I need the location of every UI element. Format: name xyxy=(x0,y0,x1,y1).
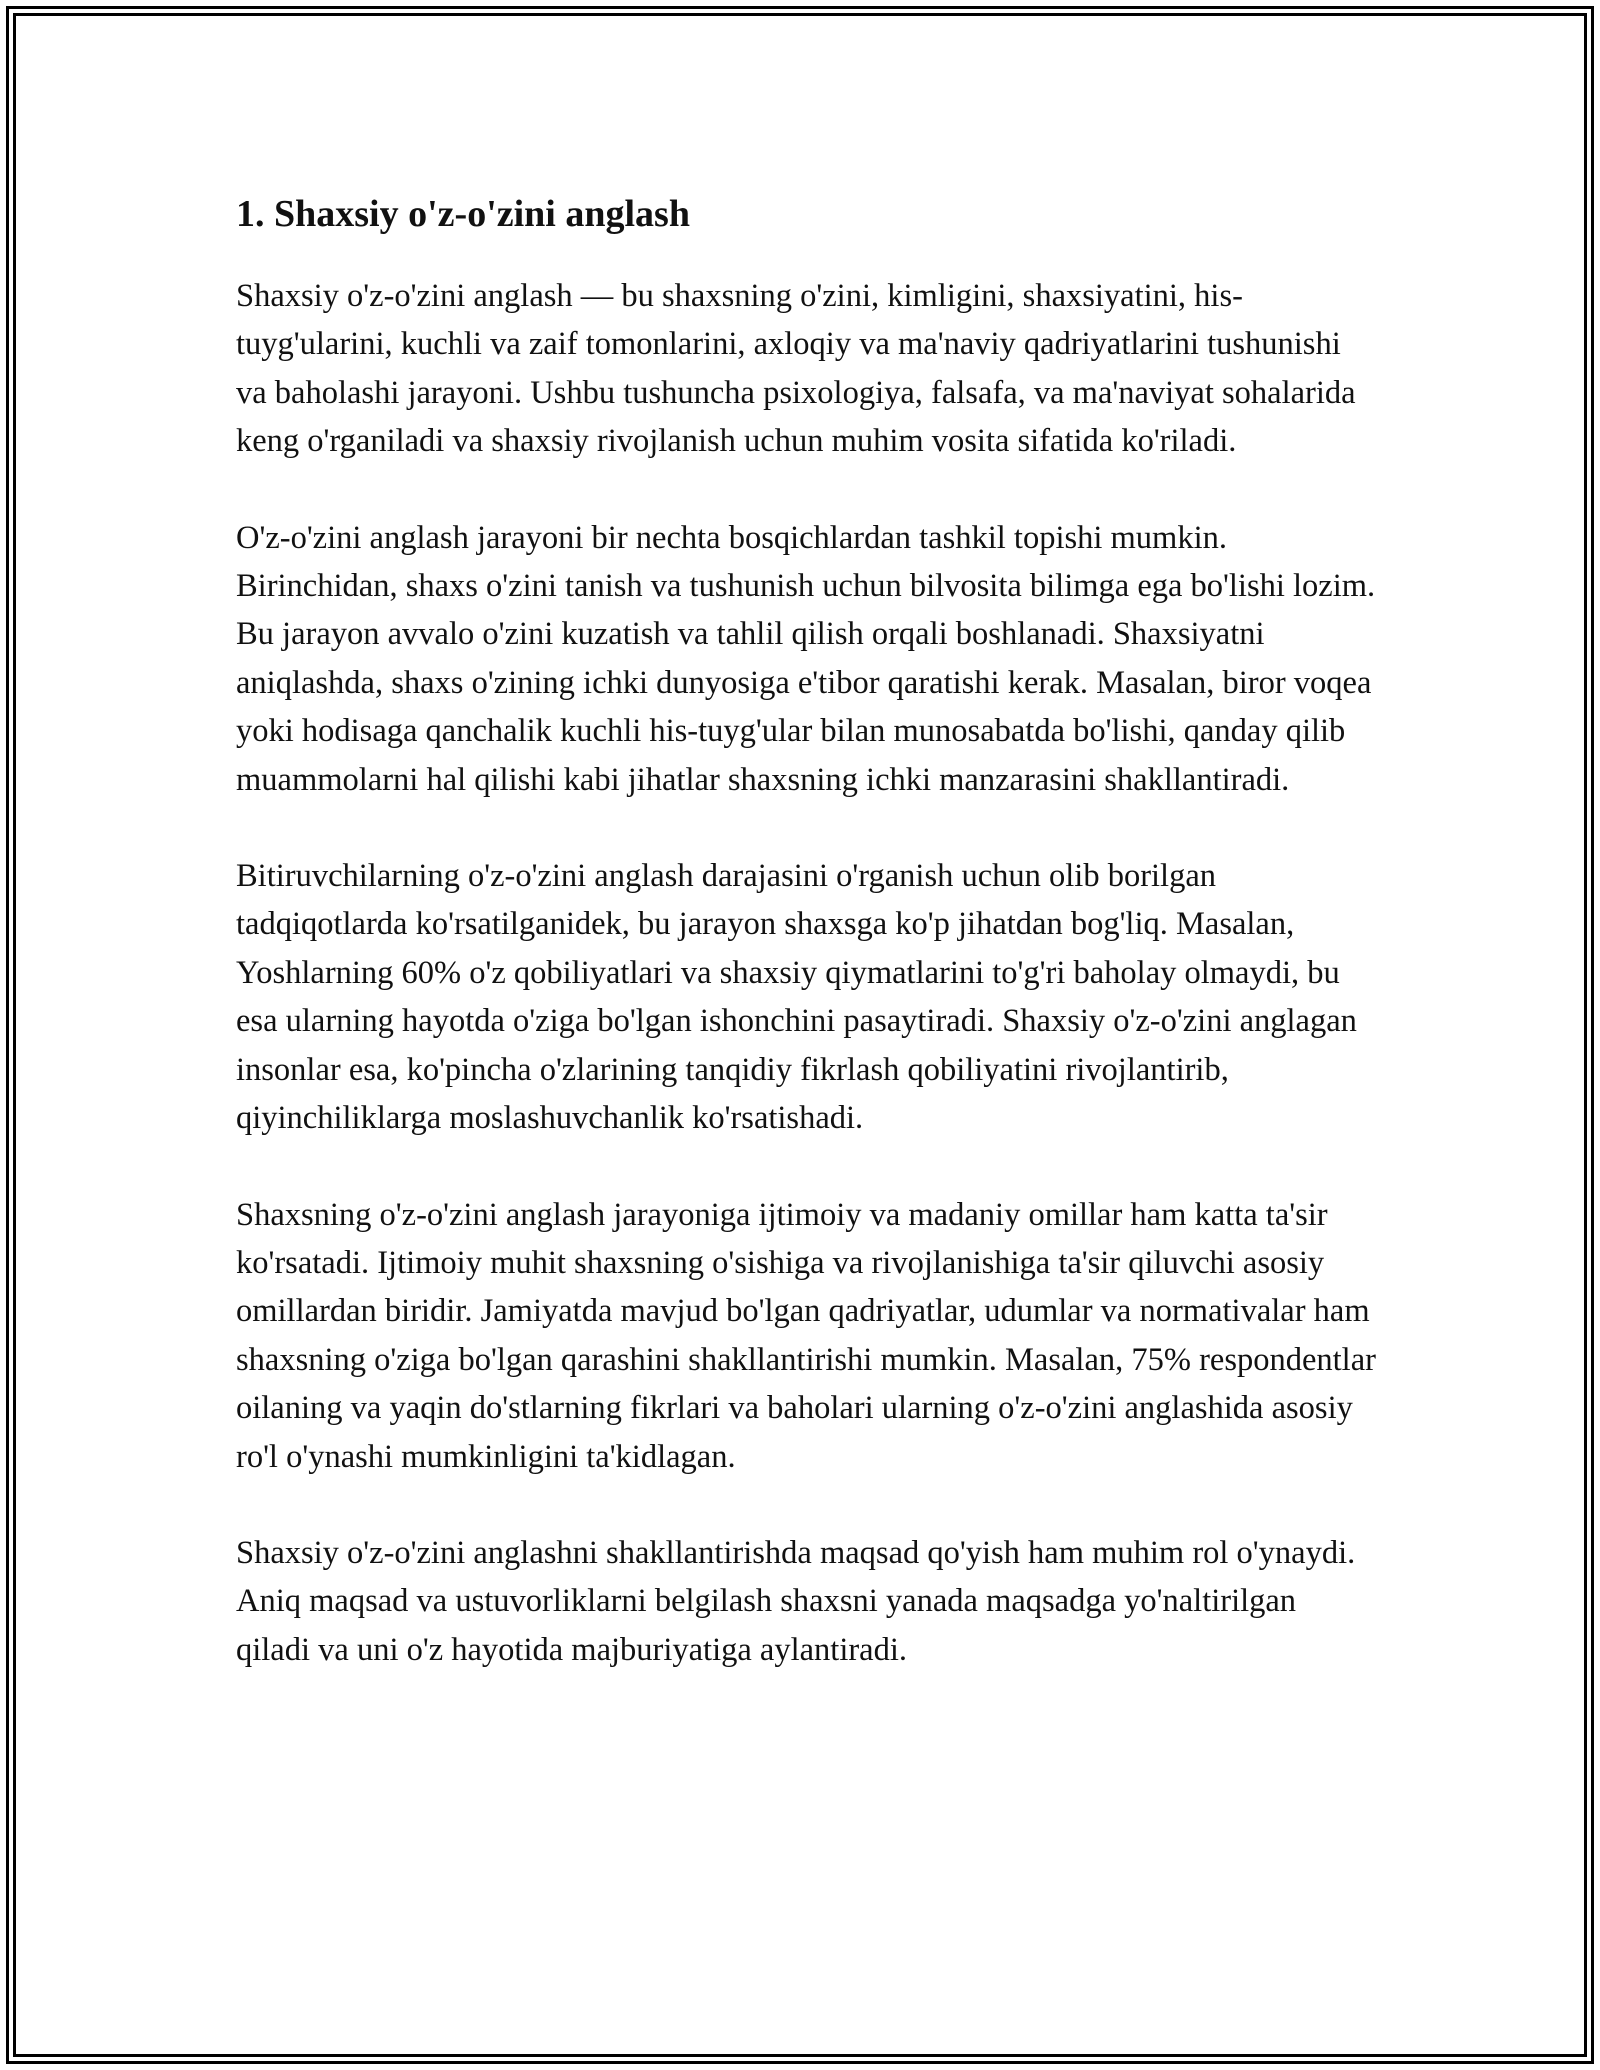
paragraph-4: Shaxsning o'z-o'zini anglash jarayoniga ijtimoiy va madaniy omillar ham katta ta'sir ko'rsatadi. Ijtimoiy muhit shaxsning o'sishiga va rivojlanishiga ta'sir qiluvchi asosiy omillardan biridir. Jamiyatda mavjud bo'lgan qadriyatlar, udumlar va normativalar ham shaxsning o'ziga bo'lgan qarashini shakllantirishi mumkin. Masalan, 75% respondentlar oilaning va yaqin do'stlarning fikrlari va baholari ularning o'z-o'zini anglashida asosiy ro'l o'ynashi mumkinligini ta'kidlagan. xyxy=(236,1196,1376,1475)
section-heading: 1. Shaxsiy o'z-o'zini anglash xyxy=(236,193,690,235)
paragraph-3: Bitiruvchilarning o'z-o'zini anglash darajasini o'rganish uchun olib borilgan tadqiqotlarda ko'rsatilganidek, bu jarayon shaxsga ko'p jihatdan bog'liq. Masalan, Yoshlarning 60% o'z qobiliyatlari va shaxsiy qiymatlarini to'g'ri baholay olmaydi, bu esa ularning hayotda o'ziga bo'lgan ishonchini pasaytiradi. Shaxsiy o'z-o'zini anglagan insonlar esa, ko'pincha o'zlarining tanqidiy fikrlash qobiliyatini rivojlantirib, qiyinchiliklarga moslashuvchanlik ko'rsatishadi. xyxy=(236,858,1357,1137)
document-body xyxy=(236,186,1376,1722)
paragraph-2: O'z-o'zini anglash jarayoni bir nechta bosqichlardan tashkil topishi mumkin. Birinchidan, shaxs o'zini tanish va tushunish uchun bilvosita bilimga ega bo'lishi lozim. Bu jarayon avvalo o'zini kuzatish va tahlil qilish orqali boshlanadi. Shaxsiyatni aniqlashda, shaxs o'zining ichki dunyosiga e'tibor qaratishi kerak. Masalan, biror voqea yoki hodisaga qanchalik kuchli his-tuyg'ular bilan munosabatda bo'lishi, qanday qilib muammolarni hal qilishi kabi jihatlar shaxsning ichki manzarasini shakllantiradi. xyxy=(236,519,1376,798)
paragraph-5: Shaxsiy o'z-o'zini anglashni shakllantirishda maqsad qo'yish ham muhim rol o'ynaydi. Aniq maqsad va ustuvorliklarni belgilash shaxsni yanada maqsadga yo'naltirilgan qiladi va uni o'z hayotida majburiyatiga aylantiradi. xyxy=(236,1534,1356,1668)
paragraph-1: Shaxsiy o'z-o'zini anglash — bu shaxsning o'zini, kimligini, shaxsiyatini, his-tuyg'ularini, kuchli va zaif tomonlarini, axloqiy va ma'naviy qadriyatlarini tushunishi va baholashi jarayoni. Ushbu tushuncha psixologiya, falsafa, va ma'naviyat sohalarida keng o'rganiladi va shaxsiy rivojlanish uchun muhim vosita sifatida ko'riladi. xyxy=(236,278,1356,460)
